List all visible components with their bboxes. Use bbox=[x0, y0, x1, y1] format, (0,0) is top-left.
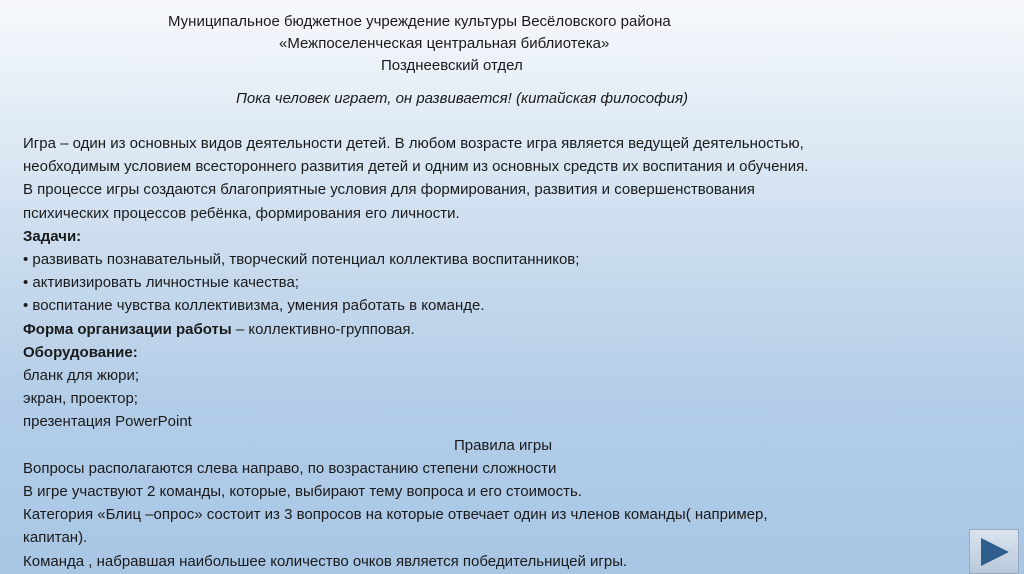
epigraph-quote: Пока человек играет, он развивается! (китайская философия) bbox=[236, 90, 688, 107]
institution-name: Муниципальное бюджетное учреждение культуры Весёловского района bbox=[168, 13, 671, 30]
rule-line: капитан). bbox=[23, 529, 88, 547]
rule-line: Категория «Блиц –опрос» состоит из 3 вопросов на которые отвечает один из членов команды( например, bbox=[23, 506, 768, 524]
library-name: «Межпоселенческая центральная библиотека» bbox=[279, 35, 610, 52]
rule-line: В игре участвуют 2 команды, которые, выбирают тему вопроса и его стоимость. bbox=[23, 483, 582, 501]
task-item: • развивать познавательный, творческий потенциал коллектива воспитанников; bbox=[23, 251, 580, 269]
work-form-line bbox=[23, 318, 983, 341]
task-item: • воспитание чувства коллективизма, умения работать в команде. bbox=[23, 297, 485, 315]
rule-line: Вопросы располагаются слева направо, по возрастанию степени сложности bbox=[23, 459, 557, 477]
intro-line: необходимым условием всестороннего развития детей и одним из основных средств их воспитания и обучения. bbox=[23, 158, 809, 176]
intro-line: психических процессов ребёнка, формирования его личности. bbox=[23, 204, 460, 222]
equipment-item: бланк для жюри; bbox=[23, 367, 139, 385]
intro-line: Игра – один из основных видов деятельности детей. В любом возрасте игра является ведущей деятельностью, bbox=[23, 135, 804, 152]
rules-heading: Правила игры bbox=[453, 436, 553, 454]
rule-line: Команда , набравшая наибольшее количество очков является победительницей игры. bbox=[23, 552, 628, 570]
equipment-item: экран, проектор; bbox=[23, 390, 138, 408]
equipment-heading: Оборудование: bbox=[23, 343, 138, 361]
work-form-label: Форма организации работы bbox=[23, 320, 232, 338]
tasks-heading: Задачи: bbox=[23, 227, 82, 245]
equipment-item: презентация PowerPoint bbox=[23, 413, 192, 431]
department-name: Позднеевский отдел bbox=[381, 57, 523, 74]
task-item: • активизировать личностные качества; bbox=[23, 274, 299, 292]
slide-body bbox=[23, 132, 983, 573]
work-form-value: – коллективно-групповая. bbox=[231, 320, 415, 338]
intro-line: В процессе игры создаются благоприятные условия для формирования, развития и совершенствования bbox=[23, 181, 755, 199]
next-slide-button[interactable] bbox=[969, 529, 1019, 574]
play-triangle-icon bbox=[976, 535, 1012, 569]
